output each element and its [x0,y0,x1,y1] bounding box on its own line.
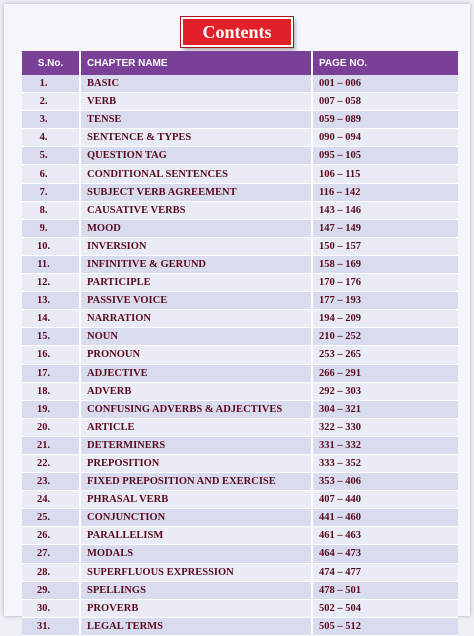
table-row [22,328,458,346]
row-chapter-name: PHRASAL VERB [81,491,313,509]
row-sno: 19. [22,401,81,419]
header-chapter-name: CHAPTER NAME [81,51,313,75]
row-sno: 12. [22,274,81,292]
row-chapter-name: LEGAL TERMS [81,618,313,636]
row-sno: 31. [22,618,81,636]
table-row [22,346,458,364]
table-header-row [22,51,458,75]
row-chapter-name: DETERMINERS [81,437,313,455]
row-page-range: 292 – 303 [313,383,458,401]
row-page-range: 441 – 460 [313,509,458,527]
row-page-range: 502 – 504 [313,600,458,618]
row-page-range: 090 – 094 [313,129,458,147]
row-sno: 8. [22,202,81,220]
row-page-range: 322 – 330 [313,419,458,437]
table-row [22,582,458,600]
table-row [22,292,458,310]
row-chapter-name: INFINITIVE & GERUND [81,256,313,274]
row-sno: 3. [22,111,81,129]
page-title: Contents [181,17,293,47]
row-chapter-name: ARTICLE [81,419,313,437]
row-chapter-name: SUBJECT VERB AGREEMENT [81,184,313,202]
table-row [22,238,458,256]
table-row [22,527,458,545]
row-chapter-name: TENSE [81,111,313,129]
header-sno: S.No. [22,51,81,75]
row-sno: 23. [22,473,81,491]
table-row [22,437,458,455]
table-row [22,509,458,527]
row-sno: 25. [22,509,81,527]
row-chapter-name: ADJECTIVE [81,365,313,383]
row-sno: 24. [22,491,81,509]
row-sno: 5. [22,147,81,165]
row-chapter-name: SENTENCE & TYPES [81,129,313,147]
row-page-range: 007 – 058 [313,93,458,111]
table-row [22,310,458,328]
row-sno: 26. [22,527,81,545]
row-chapter-name: PROVERB [81,600,313,618]
row-sno: 14. [22,310,81,328]
row-chapter-name: QUESTION TAG [81,147,313,165]
table-row [22,184,458,202]
row-sno: 10. [22,238,81,256]
row-chapter-name: CAUSATIVE VERBS [81,202,313,220]
row-chapter-name: BASIC [81,75,313,93]
row-page-range: 353 – 406 [313,473,458,491]
table-row [22,111,458,129]
row-page-range: 143 – 146 [313,202,458,220]
row-sno: 6. [22,165,81,183]
row-chapter-name: FIXED PREPOSITION AND EXERCISE [81,473,313,491]
table-row [22,401,458,419]
row-page-range: 147 – 149 [313,220,458,238]
row-page-range: 095 – 105 [313,147,458,165]
table-row [22,600,458,618]
header-page-no: PAGE NO. [313,51,458,75]
row-sno: 20. [22,419,81,437]
contents-table [22,51,458,636]
row-chapter-name: PRONOUN [81,346,313,364]
table-row [22,220,458,238]
row-sno: 27. [22,545,81,563]
row-sno: 11. [22,256,81,274]
row-sno: 18. [22,383,81,401]
row-chapter-name: CONJUNCTION [81,509,313,527]
table-row [22,129,458,147]
row-chapter-name: INVERSION [81,238,313,256]
table-row [22,618,458,636]
row-sno: 2. [22,93,81,111]
row-chapter-name: SPELLINGS [81,582,313,600]
row-sno: 28. [22,564,81,582]
title-banner [4,17,470,47]
row-page-range: 464 – 473 [313,545,458,563]
row-chapter-name: PARALLELISM [81,527,313,545]
table-row [22,545,458,563]
row-chapter-name: PASSIVE VOICE [81,292,313,310]
row-chapter-name: CONDITIONAL SENTENCES [81,165,313,183]
row-page-range: 150 – 157 [313,238,458,256]
row-page-range: 106 – 115 [313,165,458,183]
row-sno: 13. [22,292,81,310]
row-page-range: 331 – 332 [313,437,458,455]
table-row [22,165,458,183]
row-page-range: 177 – 193 [313,292,458,310]
row-page-range: 001 – 006 [313,75,458,93]
row-chapter-name: ADVERB [81,383,313,401]
row-sno: 9. [22,220,81,238]
row-chapter-name: MOOD [81,220,313,238]
table-row [22,256,458,274]
table-row [22,491,458,509]
row-sno: 15. [22,328,81,346]
table-row [22,455,458,473]
row-page-range: 461 – 463 [313,527,458,545]
page-frame [4,4,470,632]
row-page-range: 170 – 176 [313,274,458,292]
row-page-range: 158 – 169 [313,256,458,274]
table-row [22,202,458,220]
row-chapter-name: SUPERFLUOUS EXPRESSION [81,564,313,582]
row-chapter-name: MODALS [81,545,313,563]
row-sno: 30. [22,600,81,618]
row-sno: 7. [22,184,81,202]
row-page-range: 478 – 501 [313,582,458,600]
row-sno: 16. [22,346,81,364]
row-page-range: 194 – 209 [313,310,458,328]
table-row [22,419,458,437]
row-page-range: 116 – 142 [313,184,458,202]
table-row [22,473,458,491]
row-chapter-name: NOUN [81,328,313,346]
row-page-range: 304 – 321 [313,401,458,419]
table-row [22,147,458,165]
table-row [22,365,458,383]
row-page-range: 407 – 440 [313,491,458,509]
row-sno: 21. [22,437,81,455]
row-page-range: 253 – 265 [313,346,458,364]
table-row [22,383,458,401]
row-sno: 17. [22,365,81,383]
row-page-range: 210 – 252 [313,328,458,346]
table-row [22,274,458,292]
row-page-range: 474 – 477 [313,564,458,582]
row-page-range: 266 – 291 [313,365,458,383]
row-page-range: 505 – 512 [313,618,458,636]
row-chapter-name: CONFUSING ADVERBS & ADJECTIVES [81,401,313,419]
row-sno: 22. [22,455,81,473]
row-chapter-name: PREPOSITION [81,455,313,473]
row-sno: 1. [22,75,81,93]
row-chapter-name: PARTICIPLE [81,274,313,292]
row-page-range: 333 – 352 [313,455,458,473]
row-chapter-name: NARRATION [81,310,313,328]
row-sno: 4. [22,129,81,147]
table-body [22,75,458,636]
table-row [22,75,458,93]
table-row [22,93,458,111]
row-chapter-name: VERB [81,93,313,111]
row-page-range: 059 – 089 [313,111,458,129]
table-row [22,564,458,582]
row-sno: 29. [22,582,81,600]
